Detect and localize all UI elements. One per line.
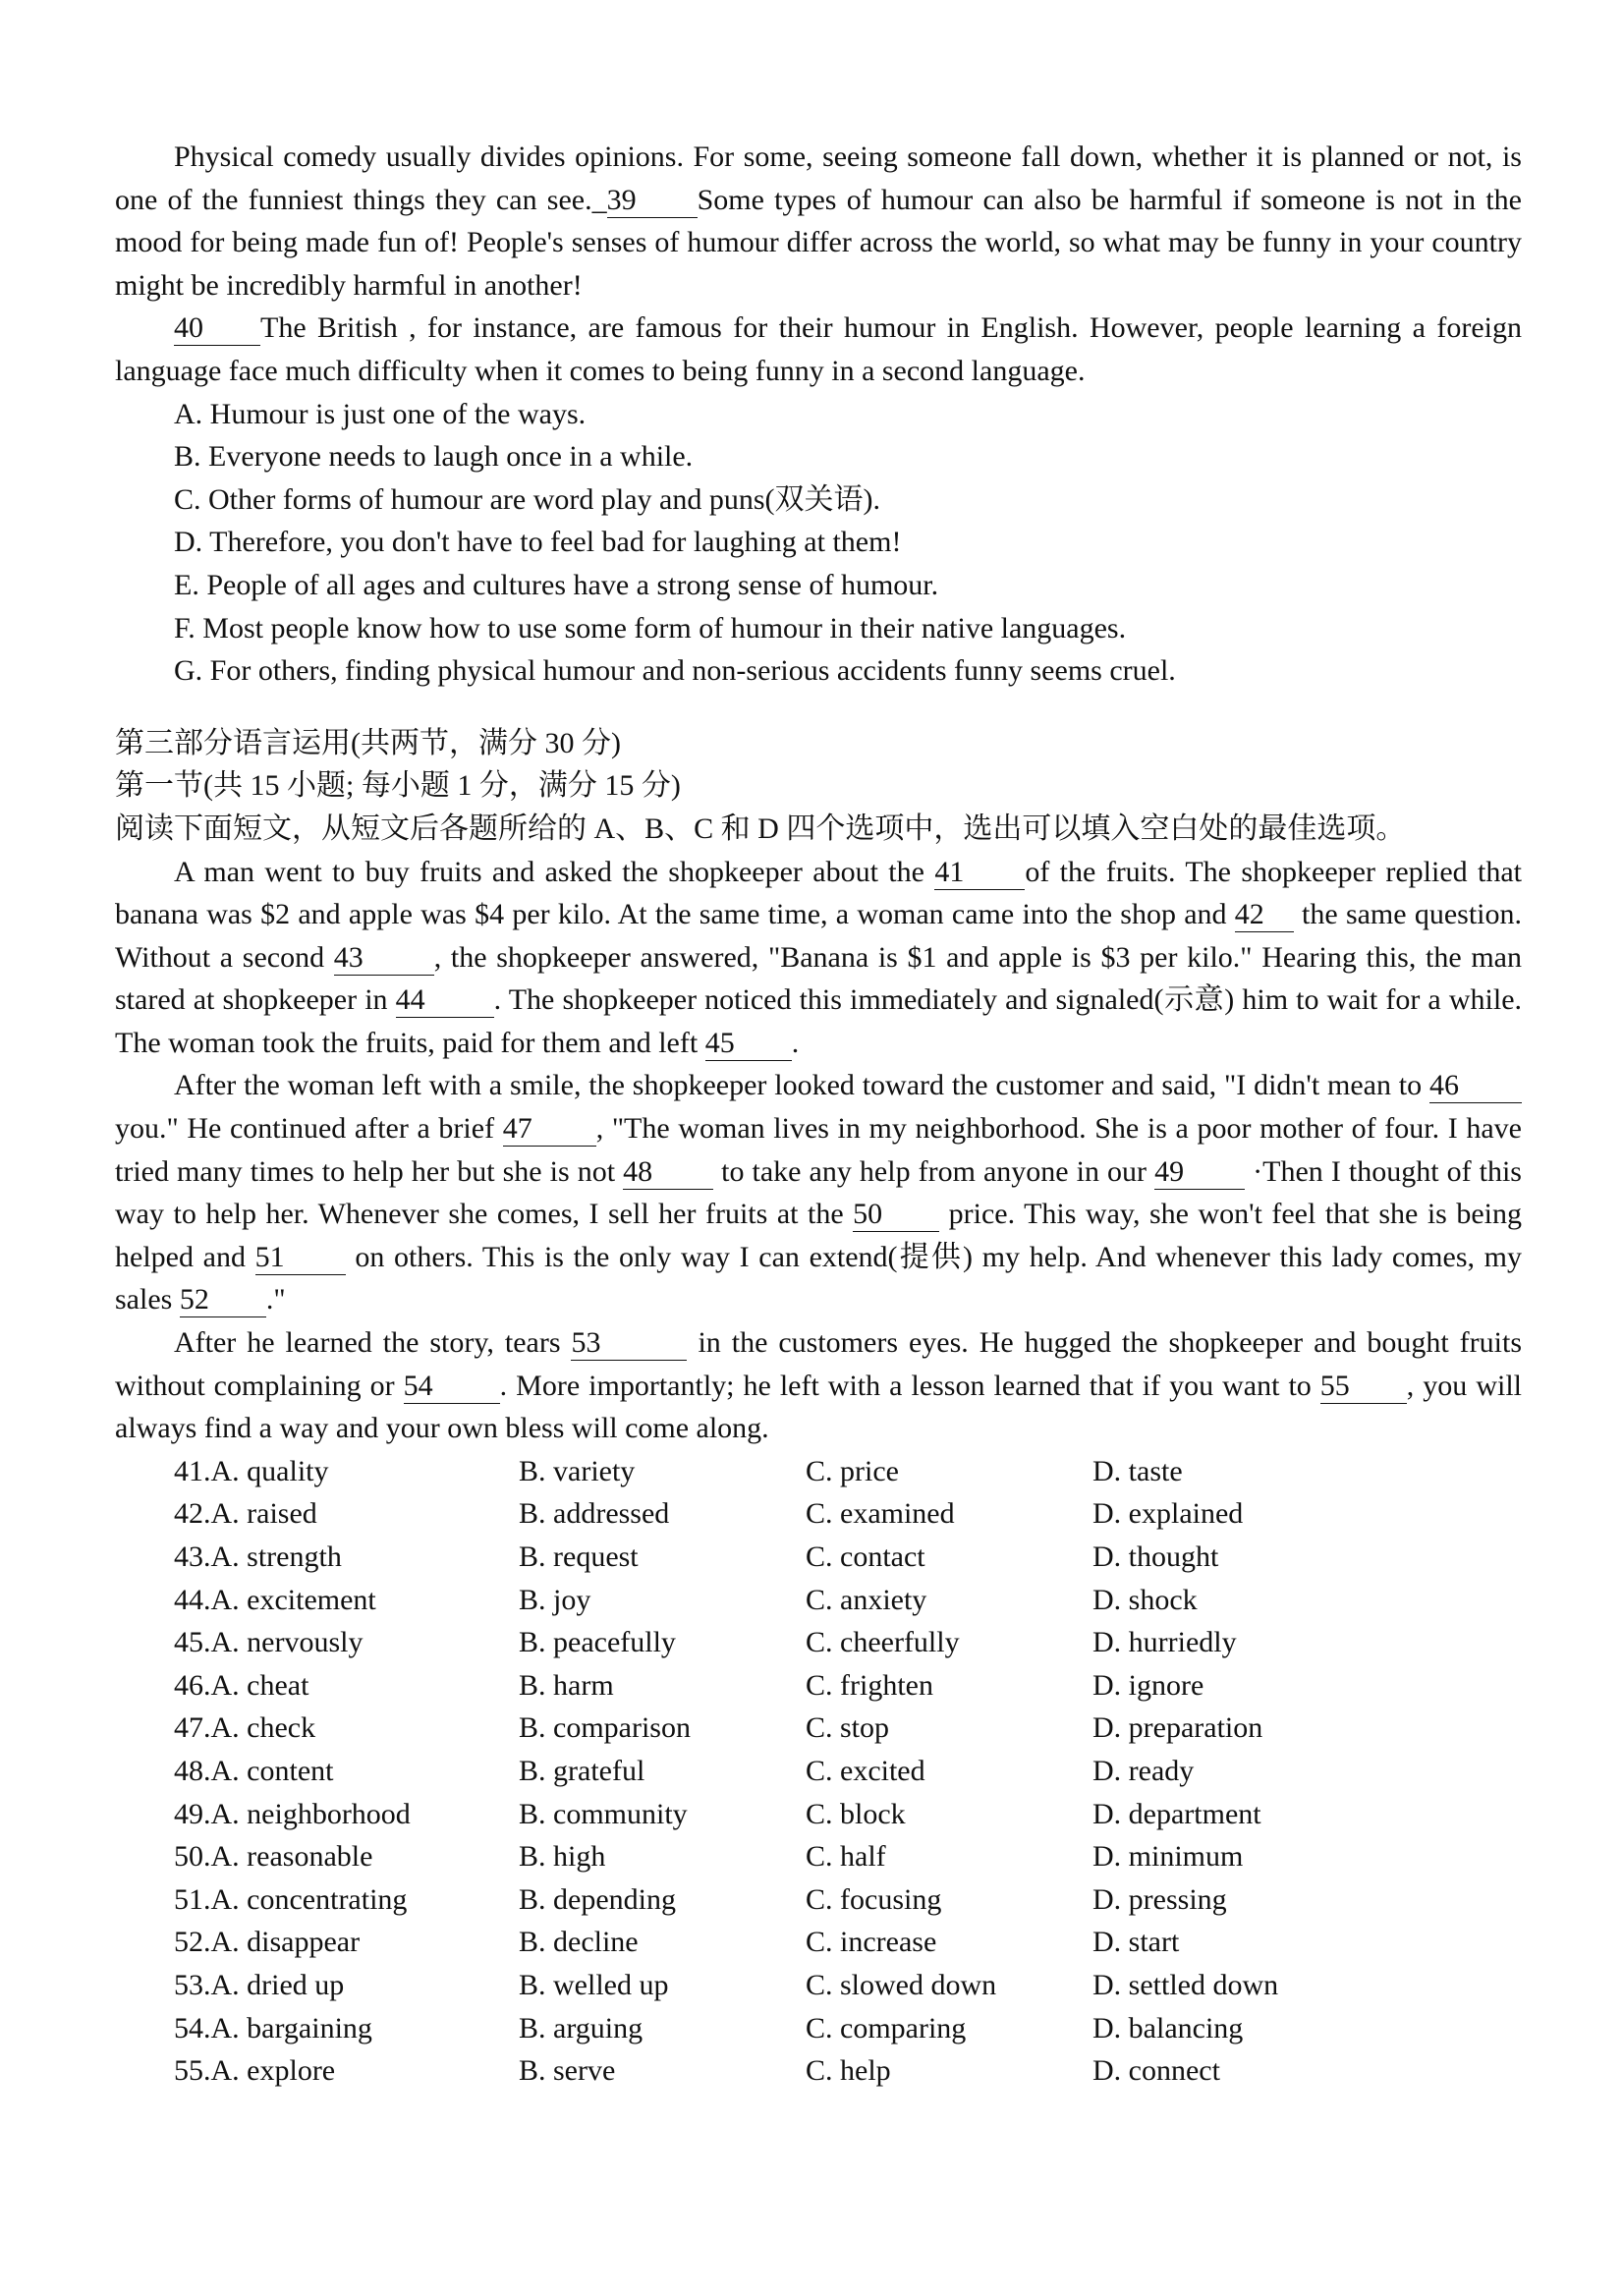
choice-d: D. explained [1092, 1497, 1244, 1531]
blank-42: 42 [1235, 898, 1294, 932]
paragraph-text: on others. This is the only way I can extend(提供) my help. And whenever this lady comes, my sales [115, 1240, 1523, 1316]
choice-a: 43.A. strength [174, 1540, 342, 1573]
question-row-42 [115, 1492, 1522, 1536]
choice-b: B. decline [519, 1926, 639, 1959]
choice-b: B. joy [519, 1583, 591, 1616]
blank-46: 46 [1429, 1069, 1522, 1103]
choice-d: D. ignore [1092, 1668, 1204, 1702]
blank-55: 55 [1320, 1370, 1407, 1404]
blank-49: 49 [1154, 1155, 1245, 1190]
question-row-44 [115, 1579, 1522, 1622]
question-row-41 [115, 1450, 1522, 1493]
choice-c: C. slowed down [806, 1968, 997, 2001]
choice-a: 49.A. neighborhood [174, 1797, 411, 1830]
choice-a: 46.A. cheat [174, 1668, 309, 1702]
paragraph-text: price. This way, she won't feel that she is being helped and [115, 1198, 1522, 1273]
choice-c: C. cheerfully [806, 1626, 960, 1659]
blank-44: 44 [396, 983, 494, 1018]
paragraph-text: , the shopkeeper answered, "Banana is $1 and apple is $3 per kilo." Hearing this, the man stared at shopkeeper in [115, 940, 1522, 1017]
choice-a: 45.A. nervously [174, 1626, 364, 1659]
choice-a: 50.A. reasonable [174, 1840, 373, 1874]
cloze-paragraph-3 [115, 1321, 1522, 1450]
choice-d: D. shock [1092, 1583, 1198, 1616]
choice-c: C. help [806, 2054, 891, 2088]
paragraph-text: The British , for instance, are famous for their humour in English. However, people learning a foreign language face much difficulty when it comes to being funny in a second language. [115, 311, 1522, 387]
choice-a: 53.A. dried up [174, 1968, 345, 2001]
question-row-50 [115, 1835, 1522, 1878]
paragraph-text: the same question. Without a second [115, 898, 1522, 974]
choice-c: C. examined [806, 1497, 955, 1531]
question-row-53 [115, 1964, 1522, 2007]
choice-d: D. preparation [1092, 1711, 1263, 1745]
blank-53: 53 [571, 1326, 687, 1361]
section-title: 第三部分语言运用(共两节，满分 30 分) [115, 726, 621, 759]
paragraph-text: Some types of humour can also be harmful if someone is not in the mood for being made fun of! People's senses of humour differ across the world, so what may be funny in your country might be incredibly harmful in another! [115, 183, 1522, 302]
choice-a: 54.A. bargaining [174, 2011, 372, 2044]
cloze-paragraph-2 [115, 1064, 1522, 1321]
choice-b: B. harm [519, 1668, 614, 1702]
choice-c: C. contact [806, 1540, 925, 1573]
choice-a: 42.A. raised [174, 1497, 317, 1531]
choice-d: D. pressing [1092, 1882, 1227, 1916]
choice-b: B. serve [519, 2054, 616, 2088]
option-c: C. Other forms of humour are word play and puns(双关语). [174, 482, 881, 516]
choice-a: 48.A. content [174, 1754, 334, 1787]
choice-c: C. focusing [806, 1882, 942, 1916]
paragraph-text: After the woman left with a smile, the shopkeeper looked toward the customer and said, "I didn't mean to [174, 1069, 1429, 1102]
cloze-paragraph-1 [115, 851, 1522, 1065]
paragraph-text: . [791, 1026, 800, 1059]
question-row-48 [115, 1750, 1522, 1793]
paragraph-text: , "The woman lives in my neighborhood. She is a poor mother of four. I have tried many times to help her but she is not [115, 1112, 1522, 1188]
choice-c: C. half [806, 1840, 886, 1874]
choice-c: C. price [806, 1454, 899, 1487]
choice-a: 47.A. check [174, 1711, 316, 1745]
exam-page [115, 136, 1522, 2093]
blank-41: 41 [934, 856, 1025, 890]
paragraph-text: ·Then I thought of this way to help her. Whenever she comes, I sell her fruits at the [115, 1154, 1522, 1231]
choice-b: B. variety [519, 1454, 636, 1487]
passage-paragraph-2 [115, 307, 1522, 392]
option-f: F. Most people know how to use some form of humour in their native languages. [174, 611, 1127, 644]
option-a: A. Humour is just one of the ways. [174, 397, 587, 430]
blank-52: 52 [180, 1283, 266, 1317]
choice-a: 41.A. quality [174, 1454, 329, 1487]
section-instruction: 阅读下面短文，从短文后各题所给的 A、B、C 和 D 四个选项中，选出可以填入空白处的最佳选项。 [115, 812, 1406, 845]
paragraph-text: to take any help from anyone in our [713, 1154, 1155, 1188]
section-gap [115, 693, 1522, 722]
question-row-54 [115, 2007, 1522, 2050]
choice-a: 51.A. concentrating [174, 1882, 408, 1916]
question-row-51 [115, 1878, 1522, 1922]
choice-c: C. stop [806, 1711, 890, 1745]
question-row-49 [115, 1793, 1522, 1836]
blank-39: 39 [607, 184, 698, 218]
paragraph-text: of the fruits. The shopkeeper replied that banana was $2 and apple was $4 per kilo. At the same time, a woman came into the shop and [115, 855, 1523, 931]
choice-d: D. hurriedly [1092, 1626, 1237, 1659]
paragraph-text: . More importantly; he left with a lesson learned that if you want to [499, 1369, 1320, 1402]
choice-c: C. frighten [806, 1668, 933, 1702]
choice-c: C. anxiety [806, 1583, 927, 1616]
question-row-45 [115, 1621, 1522, 1664]
paragraph-text: After he learned the story, tears [174, 1326, 572, 1360]
choice-d: D. start [1092, 1926, 1180, 1959]
choice-d: D. taste [1092, 1454, 1183, 1487]
choice-d: D. minimum [1092, 1840, 1244, 1874]
paragraph-text: . The shopkeeper noticed this immediately and signaled(示意) him to wait for a while. The woman took the fruits, paid for them and left [115, 983, 1523, 1059]
choice-d: D. ready [1092, 1754, 1195, 1787]
choice-b: B. welled up [519, 1968, 669, 2001]
choice-a: 52.A. disappear [174, 1926, 361, 1959]
choice-d: D. connect [1092, 2054, 1220, 2088]
choice-b: B. comparison [519, 1711, 691, 1745]
choice-a: 44.A. excitement [174, 1583, 376, 1616]
paragraph-text: you." He continued after a brief [115, 1112, 503, 1146]
option-b: B. Everyone needs to laugh once in a while. [174, 440, 694, 474]
choice-d: D. thought [1092, 1540, 1219, 1573]
question-row-52 [115, 1921, 1522, 1964]
option-e: E. People of all ages and cultures have a strong sense of humour. [174, 568, 939, 601]
question-row-43 [115, 1536, 1522, 1579]
choice-d: D. balancing [1092, 2011, 1244, 2044]
choice-b: B. grateful [519, 1754, 645, 1787]
choice-c: C. comparing [806, 2011, 967, 2044]
question-row-46 [115, 1664, 1522, 1708]
blank-51: 51 [255, 1241, 346, 1275]
choice-c: C. increase [806, 1926, 937, 1959]
paragraph-text: Physical comedy usually divides opinions. For some, seeing someone fall down, whether it is planned or not, is one of the funniest things they can see. [115, 140, 1522, 216]
paragraph-text: in the customers eyes. He hugged the shopkeeper and bought fruits without complaining or [115, 1326, 1523, 1402]
choice-b: B. addressed [519, 1497, 670, 1531]
blank-50: 50 [853, 1198, 939, 1232]
blank-47: 47 [503, 1112, 596, 1147]
choice-b: B. request [519, 1540, 639, 1573]
paragraph-text: A man went to buy fruits and asked the shopkeeper about the [174, 855, 935, 888]
choice-a: 55.A. explore [174, 2054, 336, 2088]
blank-54: 54 [404, 1370, 500, 1404]
choice-b: B. community [519, 1797, 688, 1830]
question-row-55 [115, 2049, 1522, 2093]
blank-40: 40 [174, 311, 260, 346]
question-options-list [115, 1450, 1522, 2093]
choice-c: C. block [806, 1797, 906, 1830]
section-subtitle: 第一节(共 15 小题; 每小题 1 分，满分 15 分) [115, 769, 681, 803]
option-g: G. For others, finding physical humour and non-serious accidents funny seems cruel. [174, 654, 1176, 688]
option-d: D. Therefore, you don't have to feel bad for laughing at them! [174, 526, 902, 559]
blank-43: 43 [334, 941, 434, 976]
choice-c: C. excited [806, 1754, 925, 1787]
choice-d: D. settled down [1092, 1968, 1279, 2001]
choice-d: D. department [1092, 1797, 1261, 1830]
choice-b: B. high [519, 1840, 606, 1874]
passage-paragraph-1: Physical comedy usually divides opinions. For some, seeing someone fall down, whether it is planned or not, is one of the funniest things they can see._39 Some types of humour can also be harmful if someone is not in the mood for being made fun of! People's senses of humour differ across the world, so what may be funny in your country might be incredibly harmful in another! [115, 140, 1522, 302]
question-row-47 [115, 1707, 1522, 1750]
paragraph-text: ." [265, 1283, 286, 1316]
paragraph-text: , you will always find a way and your own bless will come along. [115, 1369, 1522, 1445]
choice-b: B. peacefully [519, 1626, 676, 1659]
choice-b: B. depending [519, 1882, 676, 1916]
choice-b: B. arguing [519, 2011, 644, 2044]
blank-45: 45 [705, 1027, 792, 1061]
blank-48: 48 [623, 1155, 713, 1190]
